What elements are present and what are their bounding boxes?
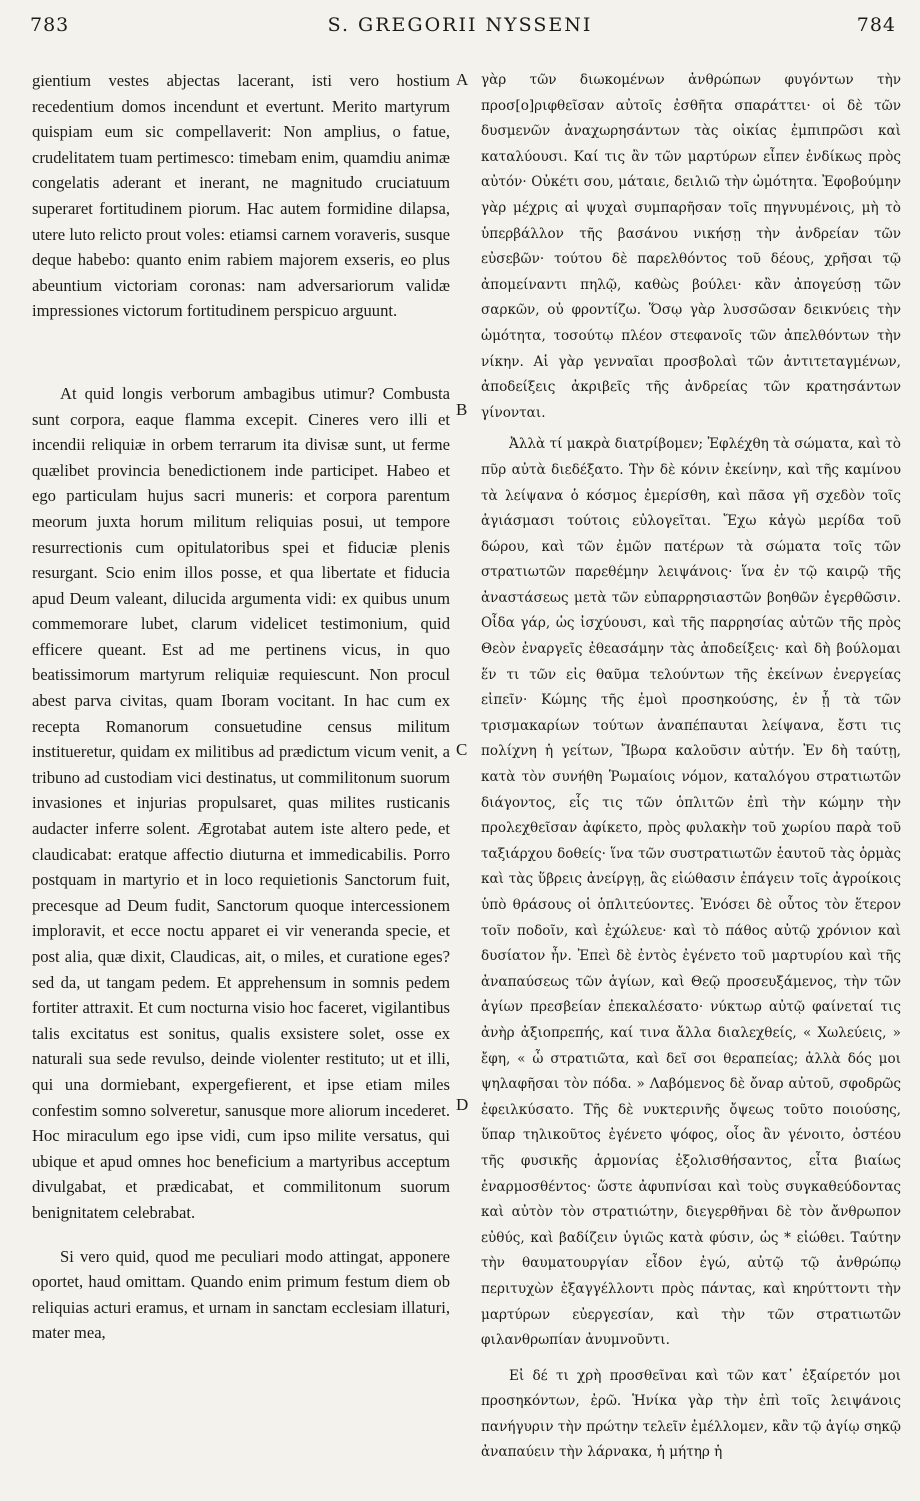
latin-column [32,68,450,1491]
running-header [22,8,898,40]
section-marker-a: A [456,70,469,89]
greek-column [481,68,901,1491]
left-page-number: 783 [30,14,70,36]
latin-paragraph-2: At quid longis verborum ambagibus utimur? Combusta sunt corpora, eaque flamma excepit. Cineres vero illi et incendii reliquiæ in orbem terrarum ita divisæ sunt, ut ferme quælibet provincia benedictionem inde participet. Habeo et ego particulam hujus sacri muneris: et corpora parentum meorum juxta horum militum reliquias posui, ut tempore resurrectionis cum opitulatoribus spei et fiduciæ plenis resurgant. Scio enim illos posse, et qua libertate et fiducia apud Deum valeant, dilucida argumenta vidi: ex quibus unum commemorare lubet, clarum videlicet testimonium, quid efficere queant. Est ad me pertinens vicus, in quo beatissimorum martyrum reliquiæ requiescunt. Non procul abest parva civitas, quam Iboram vocitant. In hac cum ex recepta Romanorum consuetudine census militum institueretur, quidam ex militibus ad prædictum vicum venit, a tribuno ad custodiam vici destinatus, ut commilitonum suorum invasiones et injurias propulsaret, quas milites rusticanis audacter inferre solent. Ægrotabat autem iste altero pede, et claudicabat: eratque affectio diuturna et immedicabilis. Porro postquam in martyrio et in loco requietionis Sanctorum fuit, precesque ad Deum fudit, Sanctorum quoque intercessionem imploravit, et ecce noctu apparet ei vir veneranda specie, et post alia, quæ dixit, Claudicas, ait, o miles, et curatione eges? sed da, ut tangam pedem. Et apprehensum in somnis pedem fortiter attraxit. Et cum nocturna visio hoc faceret, vigilantibus talis excitatus est sonitus, qualis exsistere solet, osse ex naturali sua sede revulso, deinde violenter restituto; ut et illi, qui una dormiebant, expergefierent, et ipse etiam miles confestim somno solveretur, sanusque more aliorum incederet. Hoc miraculum ego ipse vidi, cum ipso milite versatus, qui ubique et apud omnes hoc beneficium a martyribus acceptum divulgabat, et prædicabat, et commilitonum suorum benignitatem celebrabat. [32,383,450,1222]
latin-paragraph-3: Si vero quid, quod me peculiari modo attingat, apponere oportet, haud omittam. Quando enim primum festum diem ob reliquias acturi eramus, et urnam in sanctam ecclesiam illaturi, mater mea, [32,1246,450,1343]
section-marker-b: B [456,400,468,419]
greek-paragraph-3: Εἰ δέ τι χρὴ προσθεῖναι καὶ τῶν κατ᾽ ἐξαίρετόν μοι προσηκόντων, ἐρῶ. Ἡνίκα γὰρ τὴν ἐπὶ τοῖς λειψάνοις πανήγυριν τὴν πρώτην τελεῖν ἐμέλλομεν, κἂν τῷ ἁγίῳ σηκῷ ἀναπαύειν τὴν λάρνακα, ἡ μήτηρ ἡ [481,1367,901,1461]
section-marker-d: D [456,1095,469,1114]
latin-paragraph-1: gientium vestes abjectas lacerant, isti vero hostium recedentium domos incendunt et evertunt. Merito martyrum quispiam eum sic compellaverit: Non amplius, o fatue, crudelitatem tuam pertimesco: timebam enim, quamdiu animæ congelatis aderant et inerant, ne magnitudo cruciatuum superaret fortitudinem piorum. Hac autem formidine dilapsa, utere luto relicto prout voles: etiamsi carnem voraveris, susque deque habebo: quanto enim rabiem majorem exseris, eo plus abeuntium victoriam coronas: nam adversariorum validæ impressiones victorum fortitudinem perspicuo arguunt. [32,71,450,321]
running-title: S. GREGORII NYSSENI [327,14,593,36]
greek-paragraph-2: Ἀλλὰ τί μακρὰ διατρίβομεν; Ἐφλέχθη τὰ σώματα, καὶ τὸ πῦρ αὐτὰ διεδέξατο. Τὴν δὲ κόνιν ἐκείνην, καὶ τῆς καμίνου τὰ λείψανα ὁ κόσμος ἐμερίσθη, καὶ πᾶσα γῆ σχεδὸν τοῖς ἁγιάσμασι τούτοις εὐλογεῖται. Ἔχω κἀγὼ μερίδα τοῦ δώρου, καὶ τῶν ἐμῶν πατέρων τὰ σώματα τοῖς τῶν στρατιωτῶν παρεθέμην λειψάνοις· ἵνα ἐν τῷ καιρῷ τῆς ἀναστάσεως μετὰ τῶν εὐπαρρησιαστῶν βοηθῶν ἐγερθῶσιν. Οἶδα γάρ, ὡς ἰσχύουσι, καὶ τῆς παρρησίας αὐτῶν τῆς πρὸς Θεὸν ἐναργεῖς ἐθεασάμην τὰς ἀποδείξεις· καὶ δὴ βούλομαι ἕν τι τῶν εἰς θαῦμα τελούντων τῆς ἐκείνων ἐνεργείας εἰπεῖν· Κώμης τῆς ἐμοὶ προσηκούσης, ἐν ᾗ τὰ τῶν τρισμακαρίων τούτων ἀναπέπαυται λείψανα, ἔστι τις πολίχνη ἡ γείτων, Ἴβωρα καλοῦσιν αὐτήν. Ἐν δὴ ταύτῃ, κατὰ τὸν συνήθη Ῥωμαίοις νόμον, καταλόγου στρατιωτῶν διάγοντος, εἷς τις τῶν ὁπλιτῶν ἐπὶ τὴν κώμην τὴν προλεχθεῖσαν ἀφίκετο, πρὸς φυλακὴν τοῦ χωρίου παρὰ τοῦ ταξιάρχου δοθείς· ἵνα τῶν συστρατιωτῶν ἑαυτοῦ τὰς ὁρμὰς καὶ τὰς ὕβρεις ἀνείργῃ, ἃς εἰώθασιν ἐπάγειν τοῖς ἀγροίκοις ὑπὸ θράσους οἱ ὁπλιτεύοντες. Ἐνόσει δὲ οὗτος τὸν ἕτερον τοῖν ποδοῖν, καὶ ἐχώλευε· καὶ τὸ πάθος αὐτῷ χρόνιον καὶ δυσίατον ἦν. Ἐπεὶ δὲ ἐντὸς ἐγένετο τοῦ μαρτυρίου καὶ τῆς ἀναπαύσεως τῶν ἁγίων, καὶ Θεῷ προσευξάμενος, τὴν τῶν ἁγίων πρεσβείαν ἐπεκαλέσατο· νύκτωρ αὐτῷ φαίνεταί τις ἀνὴρ ἀξιοπρεπής, καί τινα ἄλλα διαλεχθείς, « Χωλεύεις, » ἔφη, « ὦ στρατιῶτα, καὶ δεῖ σοι θεραπείας; ἀλλὰ δός μοι ψηλαφῆσαι τὸν πόδα. » Λαβόμενος δὲ ὄναρ αὐτοῦ, σφοδρῶς ἐφειλκύσατο. Τῆς δὲ νυκτερινῆς ὄψεως τοῦτο ποιούσης, ὕπαρ τηλικοῦτος ἐγένετο ψόφος, οἷος ἂν γένοιτο, ὀστέου τῆς φυσικῆς ἁρμονίας ἐξολισθήσαντος, εἶτα βιαίως ἐναρμοσθέντος· ὥστε ἀφυπνίσαι καὶ τοὺς συγκαθεύδοντας καὶ αὐτὸν τὸν στρατιώτην, διεγερθῆναι δὲ τὸν ἄνθρωπον εὐθύς, καὶ βαδίζειν ὑγιῶς κατὰ φύσιν, ὡς * εἰώθει. Ταύτην τὴν θαυματουργίαν εἶδον ἐγώ, αὐτῷ τῷ ἀνθρώπῳ περιτυχὼν ἐξαγγέλλοντι πρὸς πάντας, καὶ κηρύττοντι τὴν μαρτύρων εὐεργεσίαν, καὶ τὴν τῶν στρατιωτῶν φιλανθρωπίαν ἀνυμνοῦντι. [481,436,901,1349]
greek-paragraph-1: γὰρ τῶν διωκομένων ἀνθρώπων φυγόντων τὴν προσ[ο]ριφθεῖσαν αὐτοῖς ἐσθῆτα σπαράττει· οἱ δὲ τῶν δυσμενῶν ἀναχωρησάντων τὰς οἰκίας ἐμπιπρῶσι καὶ καταλύουσι. Καί τις ἂν τῶν μαρτύρων εἶπεν ἐνδίκως πρὸς αὐτόν· Οὐκέτι σου, μάταιε, δειλιῶ τὴν ὠμότητα. Ἐφοβούμην γὰρ μέχρις αἱ ψυχαὶ συμπαρῆσαν τοῖς πηγνυμένοις, μὴ τὸ ὑπερβάλλον τῆς βασάνου νικήσῃ τὴν ἀνδρείαν τῶν εὐσεβῶν· τούτου δὲ παρελθόντος τοῦ δέους, χρῆσαι τῷ ἀπομείναντι πηλῷ, καθὼς βούλει· κἂν ἀπογεύσῃ τῶν σαρκῶν, οὐ φροντίζω. Ὅσῳ γὰρ λυσσῶσαν δεικνύεις τὴν ὠμότητα, τοσούτῳ πλέον στεφανοῖς τῶν ἀπελθόντων τὴν νίκην. Αἱ γὰρ γενναῖαι προσβολαὶ τῶν ἀντιτεταγμένων, ἀποδείξεις ἀκριβεῖς τῆς ἀνδρείας τῶν κρατησάντων γίνονται. [481,72,901,421]
section-marker-c: C [456,740,468,759]
right-page-number: 784 [856,14,896,36]
